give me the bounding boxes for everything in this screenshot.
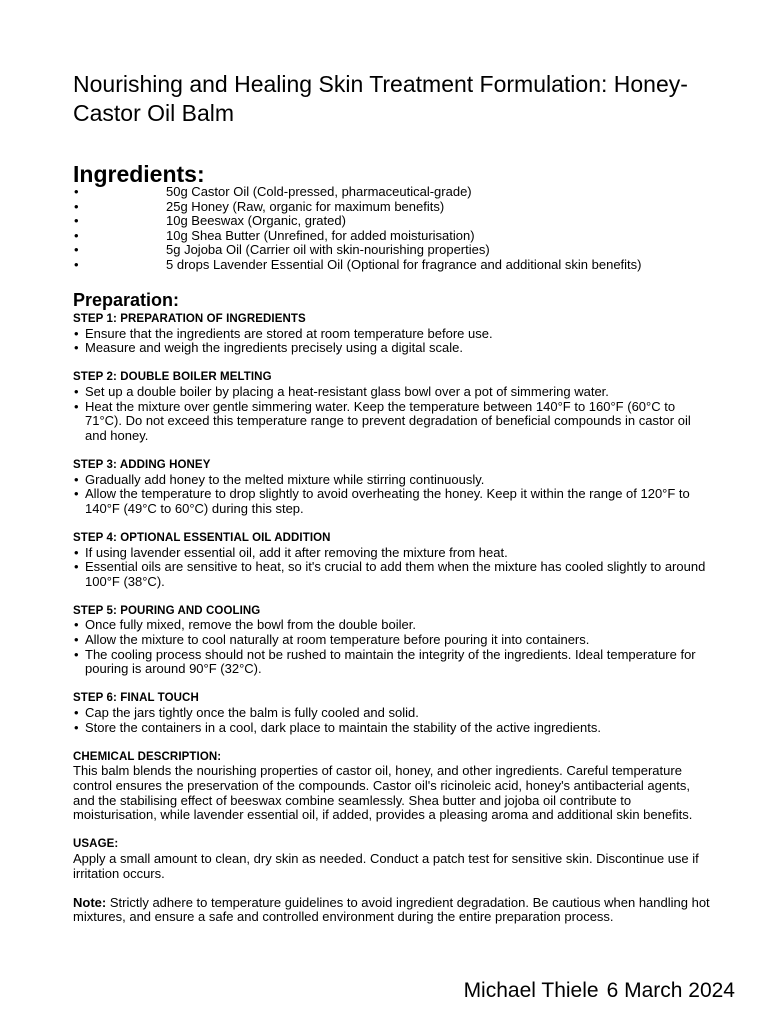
bullet: • [74, 325, 79, 341]
bullet: • [74, 383, 79, 399]
bullet: • [74, 340, 79, 356]
ingredient-text: 5g Jojoba Oil (Carrier oil with skin-nourishing properties) [166, 242, 490, 258]
bullet: • [74, 227, 79, 243]
ingredient-text: 5 drops Lavender Essential Oil (Optional for fragrance and additional skin benefits) [166, 256, 642, 272]
step-item-text: Store the containers in a cool, dark place to maintain the stability of the active ingredients. [85, 719, 601, 735]
step-item [73, 560, 713, 589]
step-title: STEP 1: PREPARATION OF INGREDIENTS [73, 313, 306, 325]
step-item-text: Gradually add honey to the melted mixture while stirring continuously. [85, 471, 485, 487]
usage-title: USAGE: [73, 838, 119, 851]
chemical-description-title: CHEMICAL DESCRIPTION: [73, 750, 222, 763]
step-items [73, 546, 713, 590]
step-item [73, 400, 713, 444]
ingredient-item [73, 185, 753, 200]
step-4 [73, 531, 713, 589]
bullet: • [74, 184, 79, 199]
ingredient-text: 10g Shea Butter (Unrefined, for added moisturisation) [166, 227, 475, 243]
step-item-text: If using lavender essential oil, add it after removing the mixture from heat. [85, 544, 508, 560]
note-text: Strictly adhere to temperature guidelines to avoid ingredient degradation. Be cautious when handling hot mixtures, and ensure a safe and controlled environment during the entire preparation process. [73, 894, 710, 925]
preparation-body [73, 312, 713, 940]
author-name: Michael Thiele [463, 979, 599, 1002]
bullet: • [74, 256, 79, 272]
step-item [73, 648, 713, 677]
step-title: STEP 2: DOUBLE BOILER MELTING [73, 371, 272, 384]
chemical-description-text: This balm blends the nourishing properties of castor oil, honey, and other ingredients. Careful temperature control ensures the preservation of the compounds. Castor oil's ricinoleic acid, honey's antibacterial agents, and the stabilising effect of beeswax combine seamlessly. Shea butter and jojoba oil contribute to moisturisation, while lavender essential oil, if added, provides a pleasing aroma and additional skin benefits. [73, 763, 693, 823]
step-item-text: Ensure that the ingredients are stored at room temperature before use. [85, 325, 493, 341]
step-item [73, 721, 713, 736]
bullet: • [74, 559, 79, 575]
step-1 [73, 312, 713, 356]
ingredient-text: 25g Honey (Raw, organic for maximum benefits) [166, 198, 445, 214]
bullet: • [74, 471, 79, 487]
step-5 [73, 604, 713, 677]
chemical-description-section [73, 750, 713, 823]
step-items [73, 473, 713, 517]
step-title: STEP 6: FINAL TOUCH [73, 692, 199, 705]
step-item [73, 618, 713, 633]
step-2 [73, 370, 713, 443]
step-item-text: Essential oils are sensitive to heat, so it's crucial to add them when the mixture has cooled slightly to around 100°F (38°C). [85, 559, 706, 589]
ingredient-item [73, 243, 753, 258]
step-item [73, 546, 713, 561]
bullet: • [74, 398, 79, 414]
ingredients-list [73, 185, 753, 273]
ingredient-item [73, 229, 753, 244]
step-item-text: Allow the temperature to drop slightly to avoid overheating the honey. Keep it within the range of 120°F to 140°F (49°C to 60°C) during this step. [85, 486, 690, 516]
step-title: STEP 4: OPTIONAL ESSENTIAL OIL ADDITION [73, 531, 331, 544]
ingredient-item [73, 258, 753, 273]
step-item [73, 341, 713, 356]
note-section [73, 896, 713, 925]
step-item-text: Set up a double boiler by placing a heat-resistant glass bowl over a pot of simmering water. [85, 383, 609, 399]
step-items [73, 385, 713, 443]
bullet: • [74, 646, 79, 662]
step-6 [73, 691, 713, 735]
step-item [73, 487, 713, 516]
step-title: STEP 5: POURING AND COOLING [73, 604, 261, 617]
bullet: • [74, 632, 79, 648]
bullet: • [74, 242, 79, 258]
ingredients-heading-text: Ingredients [73, 161, 197, 187]
bullet: • [74, 705, 79, 721]
step-item [73, 473, 713, 488]
note-paragraph [73, 896, 713, 925]
step-item-text: The cooling process should not be rushed to maintain the integrity of the ingredients. Ideal temperature for pouring is around 90°F (32°C). [85, 646, 696, 677]
step-items [73, 706, 713, 735]
bullet: • [74, 719, 79, 735]
bullet: • [74, 544, 79, 560]
note-label: Note: [73, 894, 107, 910]
bullet: • [74, 198, 79, 214]
step-item-text: Measure and weigh the ingredients precisely using a digital scale. [85, 340, 463, 356]
step-items [73, 618, 713, 676]
step-item [73, 633, 713, 648]
usage-text: Apply a small amount to clean, dry skin as needed. Conduct a patch test for sensitive skin. Discontinue use if irritation occurs. [73, 850, 699, 881]
step-3 [73, 458, 713, 516]
ingredients-heading-colon: : [196, 161, 205, 187]
step-item [73, 706, 713, 721]
document-title: Nourishing and Healing Skin Treatment Formulation: Honey-Castor Oil Balm [73, 71, 688, 126]
bullet: • [74, 486, 79, 502]
ingredient-text: 50g Castor Oil (Cold-pressed, pharmaceutical-grade) [166, 184, 472, 199]
step-item-text: Once fully mixed, remove the bowl from the double boiler. [85, 617, 416, 633]
step-item [73, 385, 713, 400]
step-item-text: Allow the mixture to cool naturally at room temperature before pouring it into containers. [85, 632, 590, 648]
preparation-heading: Preparation: [73, 290, 180, 310]
document-date: 6 March 2024 [606, 979, 735, 1002]
signature-line [464, 978, 735, 1004]
bullet: • [74, 617, 79, 633]
ingredient-item [73, 200, 753, 215]
step-items [73, 327, 713, 356]
usage-section [73, 837, 713, 881]
step-title: STEP 3: ADDING HONEY [73, 458, 211, 471]
step-item-text: Heat the mixture over gentle simmering water. Keep the temperature between 140°F to 160°F (60°C to 71°C). Do not exceed this temperature range to prevent degradation of beneficial compounds in castor oil and honey. [85, 398, 691, 443]
ingredient-text: 10g Beeswax (Organic, grated) [166, 213, 346, 229]
step-item-text: Cap the jars tightly once the balm is fully cooled and solid. [85, 705, 419, 721]
ingredient-item [73, 214, 753, 229]
step-item [73, 327, 713, 342]
bullet: • [74, 213, 79, 229]
